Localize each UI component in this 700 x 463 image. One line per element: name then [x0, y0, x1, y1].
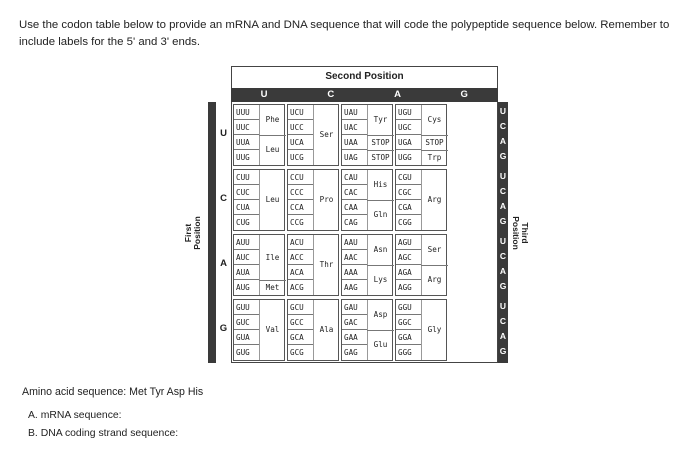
amino-group-separator	[259, 280, 286, 281]
amino-acid-label: Trp	[427, 152, 442, 162]
codon-cell: GCA	[288, 330, 313, 345]
second-position-u: U	[260, 89, 268, 100]
codon-block	[233, 234, 285, 296]
amino-acid-label: STOP	[425, 137, 444, 147]
third-position-u: U	[499, 171, 507, 181]
codon-cell: GGA	[396, 330, 421, 345]
codon-cell: CUC	[234, 185, 259, 200]
amino-acid-label: Val	[265, 325, 280, 334]
codon-block	[395, 104, 447, 166]
codon-cell: UUA	[234, 135, 259, 150]
codon-cell: GUA	[234, 330, 259, 345]
codon-cell: AUG	[236, 283, 250, 292]
third-position-g: G	[499, 281, 507, 291]
codon-cell: GUU	[234, 300, 259, 315]
codon-block	[341, 104, 393, 166]
first-position-c: C	[220, 193, 227, 204]
codon-block	[233, 169, 285, 231]
amino-group-separator	[421, 135, 448, 136]
amino-group-separator	[367, 330, 394, 331]
amino-acid-label: Ile	[265, 252, 280, 262]
codon-cell: GCU	[288, 300, 313, 315]
codon-divider	[313, 300, 314, 360]
codon-cell: CUG	[236, 218, 250, 227]
codon-cell: UUU	[234, 105, 259, 120]
amino-acid-label: Cys	[427, 115, 442, 124]
amino-acid-sequence: Amino acid sequence: Met Tyr Asp His	[22, 386, 204, 398]
third-position-c: C	[499, 121, 507, 131]
third-position-c: C	[499, 251, 507, 261]
codon-cell: ACU	[288, 235, 313, 250]
amino-acid-label: Asp	[373, 310, 388, 319]
amino-acid-label: Lys	[373, 275, 388, 284]
second-position-g: G	[460, 89, 468, 100]
codon-cell: CCG	[290, 218, 304, 227]
third-position-u: U	[499, 106, 507, 116]
codon-block	[341, 299, 393, 361]
codon-cell: GAG	[344, 348, 358, 357]
amino-acid-label: Leu	[265, 145, 280, 154]
codon-block	[395, 169, 447, 231]
codon-cell: AAU	[342, 235, 367, 250]
codon-cell: UAG	[344, 153, 358, 162]
first-position-bar	[208, 102, 216, 363]
codon-cell: AGC	[396, 250, 421, 265]
codon-cell: UGA	[396, 135, 421, 150]
codon-block	[233, 299, 285, 361]
codon-cell: ACC	[288, 250, 313, 265]
codon-cell: UAA	[342, 135, 367, 150]
amino-acid-label: STOP	[371, 152, 390, 162]
third-position-a: A	[499, 331, 507, 341]
codon-block	[341, 169, 393, 231]
amino-group-separator	[367, 200, 394, 201]
codon-cell: UGU	[396, 105, 421, 120]
third-position-label: Third Position	[511, 216, 530, 250]
third-position-u: U	[499, 236, 507, 246]
codon-cell: ACA	[288, 265, 313, 280]
amino-acid-label: Leu	[265, 195, 280, 204]
amino-acid-label: Thr	[319, 260, 334, 269]
codon-cell: AGA	[396, 265, 421, 280]
first-position-g: G	[219, 323, 228, 334]
codon-block	[341, 234, 393, 296]
codon-cell: UUG	[236, 153, 250, 162]
amino-acid-label: Gly	[427, 325, 442, 334]
codon-cell: CUU	[234, 170, 259, 185]
codon-divider	[421, 300, 422, 360]
amino-acid-label: Arg	[427, 275, 442, 284]
first-position-a: A	[220, 258, 227, 269]
amino-acid-label: Ser	[427, 245, 442, 254]
codon-cell: CCA	[288, 200, 313, 215]
codon-cell: UCG	[290, 153, 304, 162]
second-position-label: Second Position	[325, 71, 404, 82]
third-position-c: C	[499, 316, 507, 326]
codon-cell: GAC	[342, 315, 367, 330]
codon-cell: UAC	[342, 120, 367, 135]
codon-block	[287, 169, 339, 231]
third-position-g: G	[499, 216, 507, 226]
codon-cell: ACG	[290, 283, 304, 292]
amino-acid-label: Met	[265, 282, 280, 292]
third-position-a: A	[499, 201, 507, 211]
codon-block	[287, 299, 339, 361]
codon-cell: CGG	[398, 218, 412, 227]
codon-cell: CGA	[396, 200, 421, 215]
amino-acid-label: Ser	[319, 130, 334, 139]
instructions-text: Use the codon table below to provide an mRNA and DNA sequence that will code the polypeptide sequence below. Remember to include labels for the 5' and 3' ends.	[19, 19, 670, 48]
second-position-a: A	[394, 89, 401, 100]
codon-cell: UGG	[398, 153, 412, 162]
codon-cell: CAC	[342, 185, 367, 200]
third-position-g: G	[499, 346, 507, 356]
amino-acid-label: Ala	[319, 325, 334, 334]
codon-divider	[313, 105, 314, 165]
codon-divider	[259, 170, 260, 230]
codon-cell: AGU	[396, 235, 421, 250]
third-position-g: G	[499, 151, 507, 161]
amino-acid-label: Tyr	[373, 115, 388, 124]
codon-cell: UCU	[288, 105, 313, 120]
amino-group-separator	[421, 265, 448, 266]
codon-block	[233, 104, 285, 166]
codon-cell: AUU	[234, 235, 259, 250]
amino-acid-label: STOP	[371, 137, 390, 147]
third-position-a: A	[499, 266, 507, 276]
amino-acid-label: Asn	[373, 245, 388, 254]
codon-cell: UGC	[396, 120, 421, 135]
amino-group-separator	[259, 135, 286, 136]
codon-cell: CAG	[344, 218, 358, 227]
codon-cell: AAG	[344, 283, 358, 292]
codon-cell: AUC	[234, 250, 259, 265]
codon-divider	[259, 235, 260, 295]
codon-cell: GGC	[396, 315, 421, 330]
codon-cell: CCU	[288, 170, 313, 185]
codon-cell: AAA	[342, 265, 367, 280]
codon-cell: GUC	[234, 315, 259, 330]
codon-cell: GAU	[342, 300, 367, 315]
codon-cell: CGC	[396, 185, 421, 200]
codon-cell: AGG	[398, 283, 412, 292]
amino-acid-label: Pro	[319, 195, 334, 204]
codon-table	[178, 66, 530, 363]
amino-group-separator	[367, 150, 394, 151]
first-position-label: First Position	[183, 216, 202, 250]
codon-divider	[313, 235, 314, 295]
amino-group-separator	[421, 150, 448, 151]
codon-cell: GUG	[236, 348, 250, 357]
amino-acid-label: Phe	[265, 115, 280, 124]
amino-acid-label: Gln	[373, 210, 388, 219]
amino-acid-label: His	[373, 180, 388, 189]
question-a-mrna: A. mRNA sequence:	[28, 410, 122, 421]
codon-cell: CAA	[342, 200, 367, 215]
third-position-c: C	[499, 186, 507, 196]
codon-cell: GAA	[342, 330, 367, 345]
codon-cell: GCC	[288, 315, 313, 330]
question-b-dna: B. DNA coding strand sequence:	[28, 428, 179, 439]
codon-block	[395, 234, 447, 296]
codon-block	[287, 104, 339, 166]
codon-cell: AUA	[234, 265, 259, 280]
codon-cell: UAU	[342, 105, 367, 120]
codon-cell: CAU	[342, 170, 367, 185]
amino-group-separator	[367, 135, 394, 136]
codon-divider	[259, 300, 260, 360]
codon-divider	[313, 170, 314, 230]
third-position-u: U	[499, 301, 507, 311]
codon-cell: CUA	[234, 200, 259, 215]
codon-cell: AAC	[342, 250, 367, 265]
codon-cell: GCG	[290, 348, 304, 357]
third-position-a: A	[499, 136, 507, 146]
codon-cell: UUC	[234, 120, 259, 135]
first-position-u: U	[220, 128, 227, 139]
amino-acid-label: Glu	[373, 340, 388, 349]
codon-cell: GGU	[396, 300, 421, 315]
codon-divider	[421, 170, 422, 230]
amino-group-separator	[367, 265, 394, 266]
codon-cell: UCC	[288, 120, 313, 135]
codon-cell: UCA	[288, 135, 313, 150]
codon-cell: GGG	[398, 348, 412, 357]
codon-cell: CCC	[288, 185, 313, 200]
amino-acid-label: Arg	[427, 195, 442, 204]
codon-block	[395, 299, 447, 361]
codon-block	[287, 234, 339, 296]
second-position-c: C	[327, 89, 335, 100]
codon-cell: CGU	[396, 170, 421, 185]
